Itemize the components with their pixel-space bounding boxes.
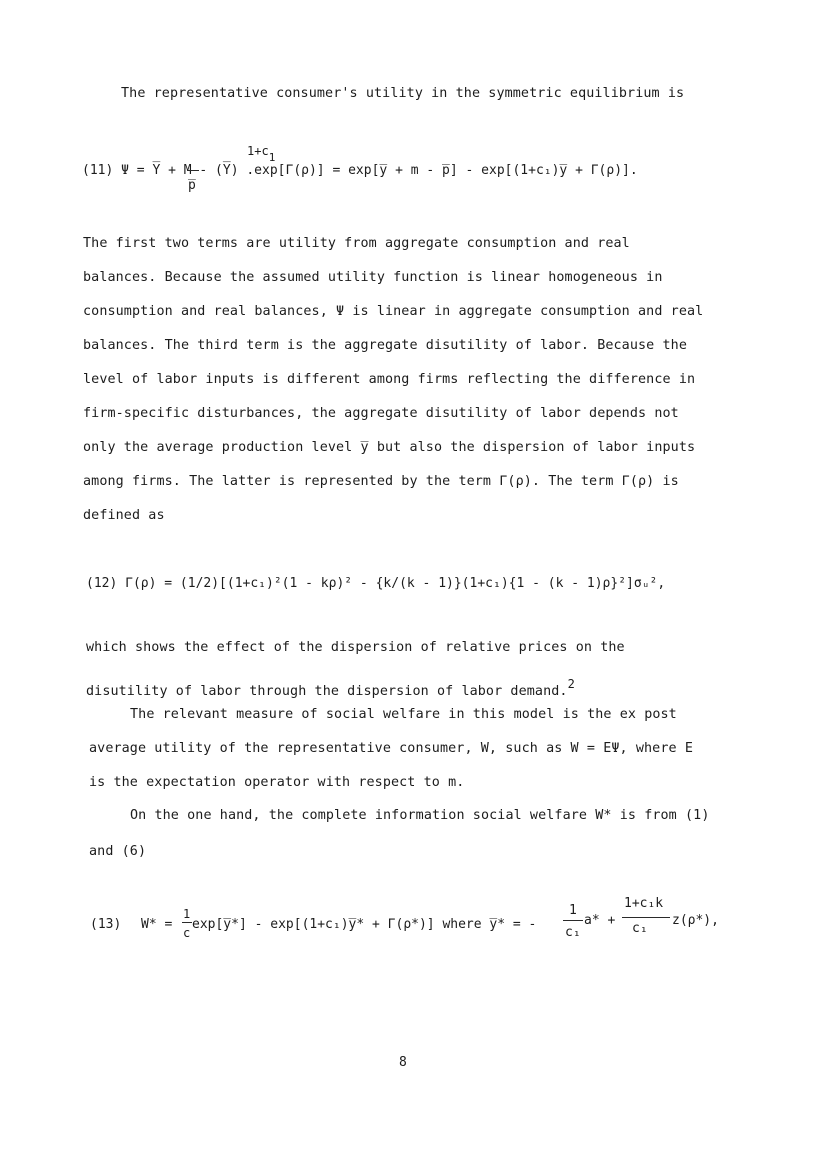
paragraph-line: defined as (83, 508, 165, 523)
paragraph-line: only the average production level y̅ but also the dispersion of labor inputs (83, 440, 696, 455)
paragraph-line: consumption and real balances, Ψ is linear in aggregate consumption and real (83, 304, 704, 319)
equation-11-superscript (247, 144, 275, 165)
paragraph-line: and (6) (89, 844, 147, 859)
paragraph-line: balances. The third term is the aggregate disutility of labor. Because the (83, 338, 687, 353)
paragraph-intro-line: The representative consumer's utility in the symmetric equilibrium is (121, 86, 685, 101)
paragraph-line: among firms. The latter is represented by the term Γ(ρ). The term Γ(ρ) is (83, 474, 679, 489)
paragraph-line-text: disutility of labor through the dispersion of labor demand. (86, 684, 568, 699)
paragraph-line: firm-specific disturbances, the aggregate disutility of labor depends not (83, 406, 679, 421)
page-number: 8 (399, 1055, 407, 1070)
paragraph-line (86, 676, 575, 700)
equation-11-fraction-line (187, 170, 199, 171)
equation-13-frac1-numerator: 1 (183, 907, 191, 921)
paragraph-line: average utility of the representative consumer, W, such as W = EΨ, where E (89, 741, 693, 756)
equation-13-frac3-numerator: 1+c₁k (624, 896, 664, 911)
equation-13-frac2-line (563, 920, 583, 921)
equation-11-superscript-base: 1+c (247, 144, 269, 158)
paragraph-line: The first two terms are utility from aggregate consumption and real (83, 236, 630, 251)
equation-13-frac2-numerator: 1 (569, 903, 577, 918)
paragraph-line: level of labor inputs is different among firms reflecting the difference in (83, 372, 696, 387)
paragraph-line: balances. Because the assumed utility function is linear homogeneous in (83, 270, 663, 285)
equation-13-middle: exp[y̅*] - exp[(1+c₁)y̅* + Γ(ρ*)] where y̅* = - (192, 917, 537, 932)
paragraph-line: On the one hand, the complete information social welfare W* is from (1) (130, 808, 710, 823)
paragraph-line: which shows the effect of the dispersion of relative prices on the (86, 640, 625, 655)
equation-13-lhs: W* = (141, 917, 173, 932)
equation-13-frac2-denominator: c₁ (565, 925, 581, 940)
paragraph-line: The relevant measure of social welfare in this model is the ex post (130, 707, 677, 722)
equation-11: (11) Ψ = Y̅ + M - (Y̅) .exp[Γ(ρ)] = exp[y̅ + m - p̅] - exp[(1+c₁)y̅ + Γ(ρ)]. (82, 163, 638, 178)
equation-13-frac1-denominator: c (183, 926, 191, 940)
equation-13-frac1-line (182, 922, 192, 923)
equation-13-after-frac2: a* + (584, 913, 616, 928)
equation-11-denominator: p̅ (188, 178, 196, 193)
footnote-marker: 2 (567, 677, 575, 691)
equation-13-frac3-denominator: c₁ (632, 921, 648, 936)
equation-11-superscript-sub: 1 (268, 151, 276, 164)
equation-13-label: (13) (90, 917, 122, 932)
equation-12: (12) Γ(ρ) = (1/2)[(1+c₁)²(1 - kρ)² - {k/(k - 1)}(1+c₁){1 - (k - 1)ρ}²]σᵤ², (86, 576, 666, 591)
equation-13-frac3-line (622, 917, 670, 918)
equation-13-tail: z(ρ*), (672, 913, 719, 928)
paragraph-line: is the expectation operator with respect to m. (89, 775, 465, 790)
